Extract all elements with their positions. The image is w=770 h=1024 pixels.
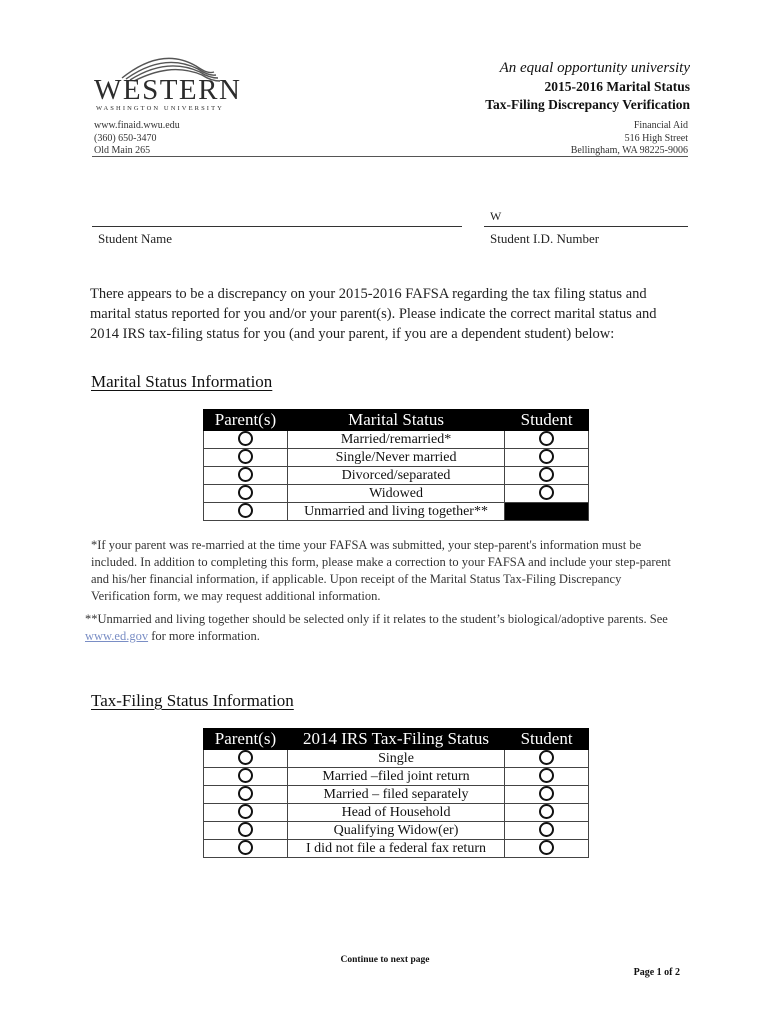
table-row <box>204 485 589 503</box>
parent-unmarried-together-radio[interactable] <box>238 503 253 518</box>
footnote-text: **Unmarried and living together should be selected only if it relates to the student’s biological/adoptive parents. See <box>85 612 668 626</box>
student-id-label: Student I.D. Number <box>490 231 600 246</box>
tax-filing-table <box>203 728 589 858</box>
status-label: Single/Never married <box>287 449 504 467</box>
student-name-line[interactable] <box>92 226 462 227</box>
student-separately-radio[interactable] <box>539 786 554 801</box>
student-single-radio[interactable] <box>539 449 554 464</box>
student-divorced-radio[interactable] <box>539 467 554 482</box>
table-row <box>204 840 589 858</box>
student-did-not-file-radio[interactable] <box>539 840 554 855</box>
status-label: Qualifying Widow(er) <box>287 822 504 840</box>
marital-section-title: Marital Status Information <box>91 372 273 391</box>
table-row <box>204 503 589 521</box>
table-row <box>204 786 589 804</box>
wwu-logo <box>92 48 242 112</box>
city-zip: Bellingham, WA 98225-9006 <box>570 145 688 156</box>
student-cell-blocked <box>505 503 589 521</box>
tax-status-col-header: 2014 IRS Tax-Filing Status <box>287 729 504 750</box>
header-titles <box>485 58 690 114</box>
page-number: Page 1 of 2 <box>633 967 680 978</box>
student-qualifying-widow-radio[interactable] <box>539 822 554 837</box>
department: Financial Aid <box>633 120 688 131</box>
parent-divorced-radio[interactable] <box>238 467 253 482</box>
logo-wordmark: WESTERN <box>94 74 242 106</box>
contact-right <box>571 120 688 158</box>
parent-single-radio[interactable] <box>238 449 253 464</box>
student-name-label: Student Name <box>98 231 173 246</box>
table-row <box>204 431 589 449</box>
unmarried-footnote <box>85 611 675 645</box>
form-title-line2: Tax-Filing Discrepancy Verification <box>485 97 690 112</box>
student-widowed-radio[interactable] <box>539 485 554 500</box>
student-col-header: Student <box>505 729 589 750</box>
parent-single-filer-radio[interactable] <box>238 750 253 765</box>
website: www.finaid.wwu.edu <box>94 120 180 131</box>
table-row <box>204 768 589 786</box>
parent-joint-radio[interactable] <box>238 768 253 783</box>
parent-separately-radio[interactable] <box>238 786 253 801</box>
table-row <box>204 804 589 822</box>
form-title-line1: 2015-2016 Marital Status <box>544 79 690 94</box>
table-row <box>204 449 589 467</box>
footnote-text-end: for more information. <box>148 629 260 643</box>
table-row <box>204 467 589 485</box>
student-id-prefix: W <box>490 209 502 223</box>
street: 516 High Street <box>624 132 688 144</box>
status-label: I did not file a federal fax return <box>287 840 504 858</box>
office: Old Main 265 <box>94 145 151 156</box>
tagline: An equal opportunity university <box>499 60 690 76</box>
status-label: Married –filed joint return <box>287 768 504 786</box>
parent-married-radio[interactable] <box>238 431 253 446</box>
parent-qualifying-widow-radio[interactable] <box>238 822 253 837</box>
marital-status-col-header: Marital Status <box>287 410 504 431</box>
student-id-line[interactable] <box>484 226 688 227</box>
student-joint-radio[interactable] <box>539 768 554 783</box>
status-label: Head of Household <box>287 804 504 822</box>
status-label: Divorced/separated <box>287 467 504 485</box>
status-label: Unmarried and living together** <box>287 503 504 521</box>
contact-left <box>94 120 180 158</box>
table-row <box>204 750 589 768</box>
table-row <box>204 822 589 840</box>
status-label: Married – filed separately <box>287 786 504 804</box>
ed-gov-link[interactable]: www.ed.gov <box>85 629 149 643</box>
parent-widowed-radio[interactable] <box>238 485 253 500</box>
parent-did-not-file-radio[interactable] <box>238 840 253 855</box>
status-label: Married/remarried* <box>287 431 504 449</box>
phone: (360) 650-3470 <box>94 132 157 144</box>
remarried-footnote: *If your parent was re-married at the time your FAFSA was submitted, your step-parent's information must be included. In addition to completing this form, please make a correction to your FAFSA and include your step-parent and his/her financial information, if applicable. Upon receipt of the Marital Status Tax-Filing Discrepancy Verification form, we may request additional information. <box>91 538 671 603</box>
marital-status-table <box>203 409 589 521</box>
header-divider <box>92 156 688 157</box>
student-single-filer-radio[interactable] <box>539 750 554 765</box>
student-head-of-household-radio[interactable] <box>539 804 554 819</box>
parent-col-header: Parent(s) <box>204 410 288 431</box>
status-label: Widowed <box>287 485 504 503</box>
student-married-radio[interactable] <box>539 431 554 446</box>
status-label: Single <box>287 750 504 768</box>
student-col-header: Student <box>505 410 589 431</box>
tax-section-title: Tax-Filing Status Information <box>91 691 294 710</box>
parent-head-of-household-radio[interactable] <box>238 804 253 819</box>
logo-subtitle: WASHINGTON UNIVERSITY <box>96 105 224 112</box>
parent-col-header: Parent(s) <box>204 729 288 750</box>
intro-paragraph: There appears to be a discrepancy on your 2015-2016 FAFSA regarding the tax filing status and marital status reported for you and/or your parent(s). Please indicate the correct marital status and 2014 IRS tax-filing status for you (and your parent, if you are a dependent student) below: <box>90 286 657 342</box>
continue-note: Continue to next page <box>340 955 430 965</box>
